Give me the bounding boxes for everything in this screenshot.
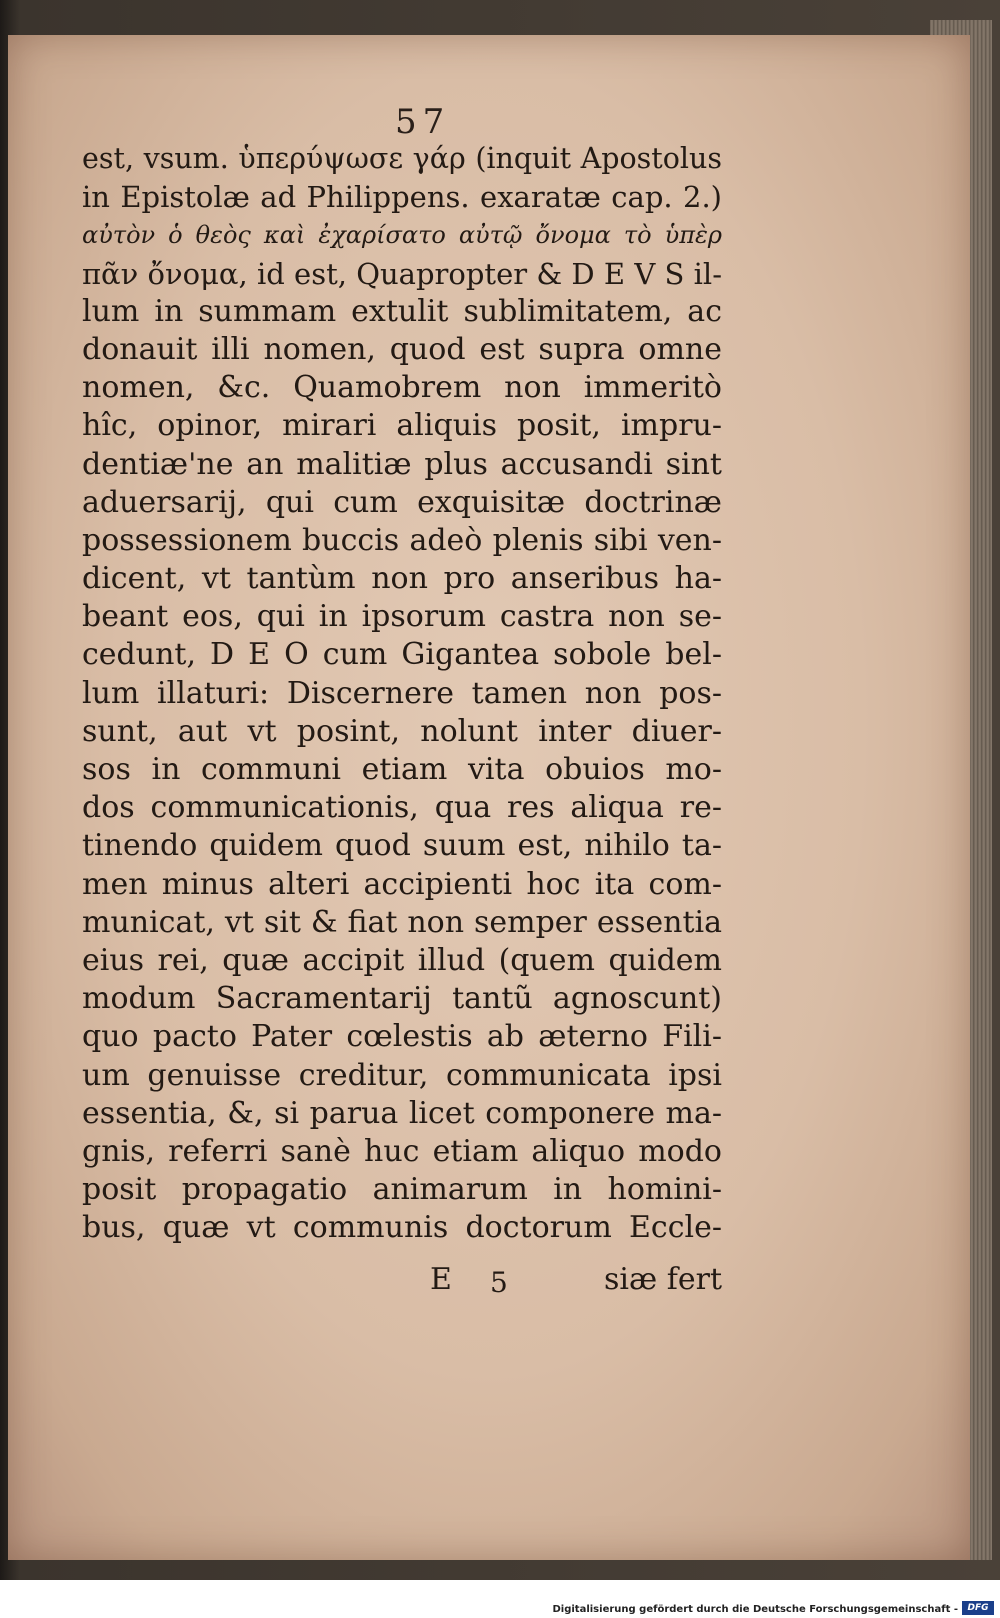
text-line: nomen, &c. Quamobrem non immeritò bbox=[82, 370, 722, 406]
text-line: aduersarij, qui cum exquisitæ doctrinæ bbox=[82, 484, 722, 520]
page-number: 57 bbox=[395, 102, 451, 142]
text-line: lum illaturi: Discernere tamen non pos- bbox=[82, 675, 722, 711]
text-line: beant eos, qui in ipsorum castra non se- bbox=[82, 599, 722, 635]
text-line: dos communicationis, qua res aliqua re- bbox=[82, 790, 722, 826]
text-block bbox=[82, 140, 722, 1247]
text-line: um genuisse creditur, communicata ipsi bbox=[82, 1057, 722, 1093]
page-footer bbox=[82, 1262, 722, 1302]
text-line: sunt, aut vt posint, nolunt inter diuer- bbox=[82, 713, 722, 749]
catchword: siæ fert bbox=[604, 1262, 722, 1297]
digitization-credit: Digitalisierung gefördert durch die Deutsche Forschungsgemeinschaft - bbox=[552, 1604, 958, 1615]
signature-number: 5 bbox=[490, 1266, 508, 1299]
text-line: lum in summam extulit sublimitatem, ac bbox=[82, 293, 722, 329]
dfg-logo: DFG bbox=[962, 1601, 994, 1615]
text-line: gnis, referri sanè huc etiam aliquo modo bbox=[82, 1133, 722, 1169]
text-line: essentia, &, si parua licet componere ma- bbox=[82, 1095, 722, 1131]
text-line: est, vsum. ὑπερύψωσε γάρ (inquit Apostolus bbox=[82, 142, 722, 175]
signature-mark: E bbox=[430, 1262, 452, 1297]
text-line: in Epistolæ ad Philippens. exaratæ cap. 2.) bbox=[82, 180, 722, 215]
text-line: possessionem buccis adeò plenis sibi ven- bbox=[82, 522, 722, 558]
text-line: sos in communi etiam vita obuios mo- bbox=[82, 752, 722, 787]
text-line: eius rei, quæ accipit illud (quem quidem bbox=[82, 942, 722, 978]
text-line: dentiæ'ne an malitiæ plus accusandi sint bbox=[82, 446, 722, 482]
text-line: municat, vt sit & fiat non semper essentia bbox=[82, 904, 722, 940]
text-line: modum Sacramentarij tantũ agnoscunt) bbox=[82, 981, 722, 1017]
text-line: bus, quæ vt communis doctorum Eccle- bbox=[82, 1210, 722, 1246]
text-line: donauit illi nomen, quod est supra omne bbox=[82, 331, 722, 367]
text-line: cedunt, D E O cum Gigantea sobole bel- bbox=[82, 637, 722, 673]
text-line: men minus alteri accipienti hoc ita com- bbox=[82, 866, 722, 902]
greek-text-line: αὐτὸν ὁ θεὸς καὶ ἐχαρίσατο αὐτῷ ὄνομα τὸ ὑπὲρ bbox=[82, 221, 722, 250]
text-line: posit propagatio animarum in homini- bbox=[82, 1172, 722, 1208]
text-line: quo pacto Pater cœlestis ab æterno Fili- bbox=[82, 1019, 722, 1055]
text-line: dicent, vt tantùm non pro anseribus ha- bbox=[82, 561, 722, 597]
text-line: πᾶν ὄνομα, id est, Quapropter & D E V S il- bbox=[82, 256, 722, 291]
text-line: tinendo quidem quod suum est, nihilo ta- bbox=[82, 828, 722, 864]
text-line: hîc, opinor, mirari aliquis posit, impru- bbox=[82, 408, 722, 444]
